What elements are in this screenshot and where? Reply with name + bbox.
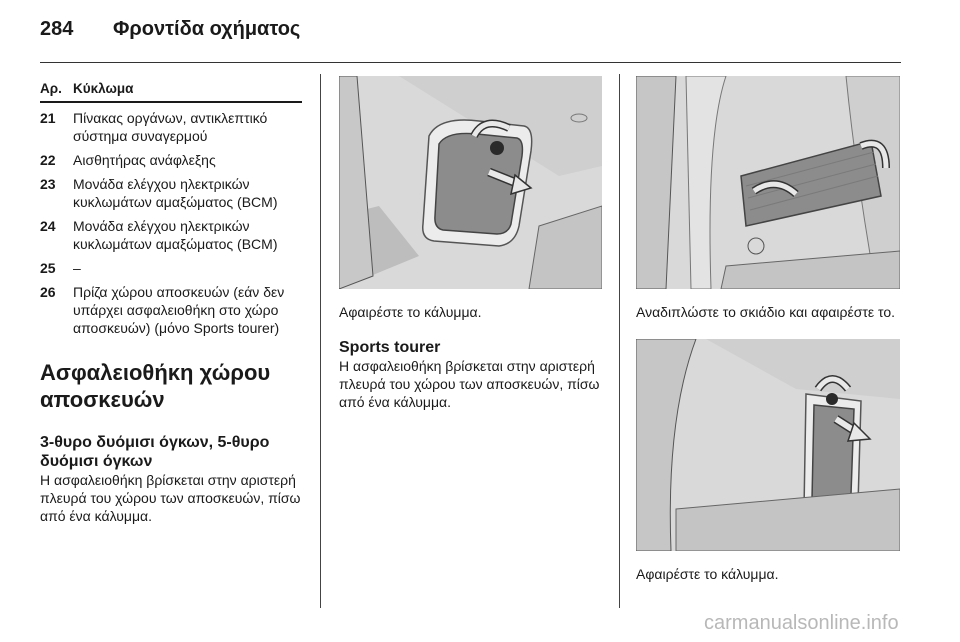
fuse-number: 26 (40, 284, 56, 300)
fuse-number: 21 (40, 110, 56, 126)
section-heading: Ασφαλειοθήκη χώρου αποσκευών (40, 360, 271, 412)
illustration-cover-hatchback (339, 76, 602, 289)
fuse-number: 22 (40, 152, 56, 168)
circuit-description: Μονάδα ελέγχου ηλεκτρικών κυκλωμάτων αμαξώματος (BCM) (73, 176, 278, 210)
table-row (40, 217, 302, 253)
illustration-cover-tourer (636, 339, 900, 551)
fuse-number: 24 (40, 218, 56, 234)
column-1 (40, 80, 302, 525)
fuse-number: 23 (40, 176, 56, 192)
table-row (40, 259, 302, 277)
circuit-description: – (73, 260, 81, 276)
column-2 (339, 76, 602, 411)
column-divider-2 (619, 74, 620, 608)
fuse-table-header (40, 80, 302, 103)
circuit-description: Μονάδα ελέγχου ηλεκτρικών κυκλωμάτων αμαξώματος (BCM) (73, 218, 278, 252)
column-3 (636, 76, 900, 583)
table-row (40, 151, 302, 169)
table-row (40, 283, 302, 337)
column-divider-1 (320, 74, 321, 608)
fuse-number: 25 (40, 260, 56, 276)
sports-tourer-body: Η ασφαλειοθήκη βρίσκεται στην αριστερή πλευρά του χώρου των αποσκευών, πίσω από ένα κάλυμμα. (339, 358, 600, 410)
trunk-cover-drawing (339, 76, 602, 289)
header-rule (40, 62, 901, 63)
table-row (40, 109, 302, 145)
page-title: Φροντίδα οχήματος (113, 18, 301, 40)
circuit-description: Αισθητήρας ανάφλεξης (73, 152, 216, 168)
watermark: carmanualsonline.info (704, 612, 899, 634)
column-header-circuit: Κύκλωμα (73, 81, 134, 96)
column-header-number: Αρ. (40, 81, 62, 96)
circuit-description: Πρίζα χώρου αποσκευών (εάν δεν υπάρχει ασφαλειοθήκη στο χώρο αποσκευών) (μόνο Sports tourer) (73, 284, 285, 336)
trunk-shade-drawing (636, 76, 900, 289)
caption-remove-cover-2: Αφαιρέστε το κάλυμμα. (636, 566, 779, 582)
section-subheading: 3-θυρο δυόμισι όγκων, 5-θυρο δυόμισι όγκων (40, 434, 270, 470)
section-body: Η ασφαλειοθήκη βρίσκεται στην αριστερή πλευρά του χώρου των αποσκευών, πίσω από ένα κάλυμμα. (40, 472, 301, 524)
table-row (40, 175, 302, 211)
fuse-table-body (40, 109, 302, 337)
caption-fold-shade: Αναδιπλώστε το σκιάδιο και αφαιρέστε το. (636, 304, 896, 320)
illustration-shade (636, 76, 900, 289)
caption-remove-cover: Αφαιρέστε το κάλυμμα. (339, 304, 482, 320)
sports-tourer-heading: Sports tourer (339, 339, 441, 356)
page-number: 284 (40, 18, 74, 40)
tourer-cover-drawing (636, 339, 900, 551)
circuit-description: Πίνακας οργάνων, αντικλεπτικό σύστημα συναγερμού (73, 110, 268, 144)
